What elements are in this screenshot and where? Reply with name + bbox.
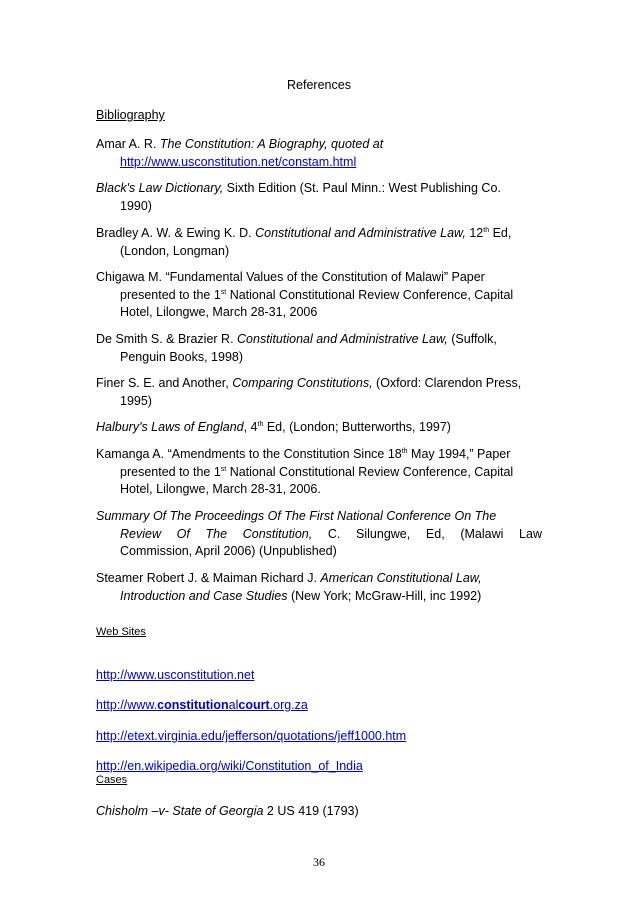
cases-heading: Cases [96,774,128,786]
reference-summary: Summary Of The Proceedings Of The First National Conference On The Review Of The Constitution, C. Silungwe, Ed, (Malawi Law Commission, April 2006) (Unpublished) [96,509,542,558]
reference-steamer: Steamer Robert J. & Maiman Richard J. American Constitutional Law, Introduction and Case Studies (New York; McGraw-Hill, inc 1992) [96,571,482,603]
reference-finer: Finer S. E. and Another, Comparing Constitutions, (Oxford: Clarendon Press, 1995) [96,376,522,408]
reference-amar: Amar A. R. The Constitution: A Biography, quoted at http://www.usconstitution.net/constam.html [96,137,384,169]
reference-desmith: De Smith S. & Brazier R. Constitutional and Administrative Law, (Suffolk, Penguin Books, 1998) [96,332,497,364]
bibliography-heading: Bibliography [96,108,165,122]
websites-heading: Web Sites [96,626,146,638]
reference-blacks: Black's Law Dictionary, Sixth Edition (St. Paul Minn.: West Publishing Co. 1990) [96,181,501,213]
website-link-wikipedia[interactable]: http://en.wikipedia.org/wiki/Constitution_of_India [96,759,363,773]
reference-halbury: Halbury's Laws of England, 4th Ed, (London; Butterworths, 1997) [96,420,451,434]
website-link-virginia[interactable]: http://etext.virginia.edu/jefferson/quotations/jeff1000.htm [96,729,407,743]
page-title: References [287,78,351,92]
reference-kamanga: Kamanga A. “Amendments to the Constitution Since 18th May 1994,” Paper presented to the 1st National Constitutional Review Conference, Capital Hotel, Lilongwe, March 28-31, 2006. [96,447,514,496]
website-link-constitutionalcourt[interactable]: http://www.constitutionalcourt.org.za [96,698,308,712]
case-chisholm: Chisholm –v- State of Georgia 2 US 419 (1793) [96,804,359,818]
amar-link[interactable]: http://www.usconstitution.net/constam.html [120,154,357,169]
reference-chigawa: Chigawa M. “Fundamental Values of the Constitution of Malawi” Paper presented to the 1st National Constitutional Review Conference, Capital Hotel, Lilongwe, March 28-31, 2006 [96,270,514,319]
page-number: 36 [313,855,325,869]
reference-bradley: Bradley A. W. & Ewing K. D. Constitutional and Administrative Law, 12th Ed, (London, Longman) [96,226,512,258]
website-link-usconstitution[interactable]: http://www.usconstitution.net [96,668,255,682]
